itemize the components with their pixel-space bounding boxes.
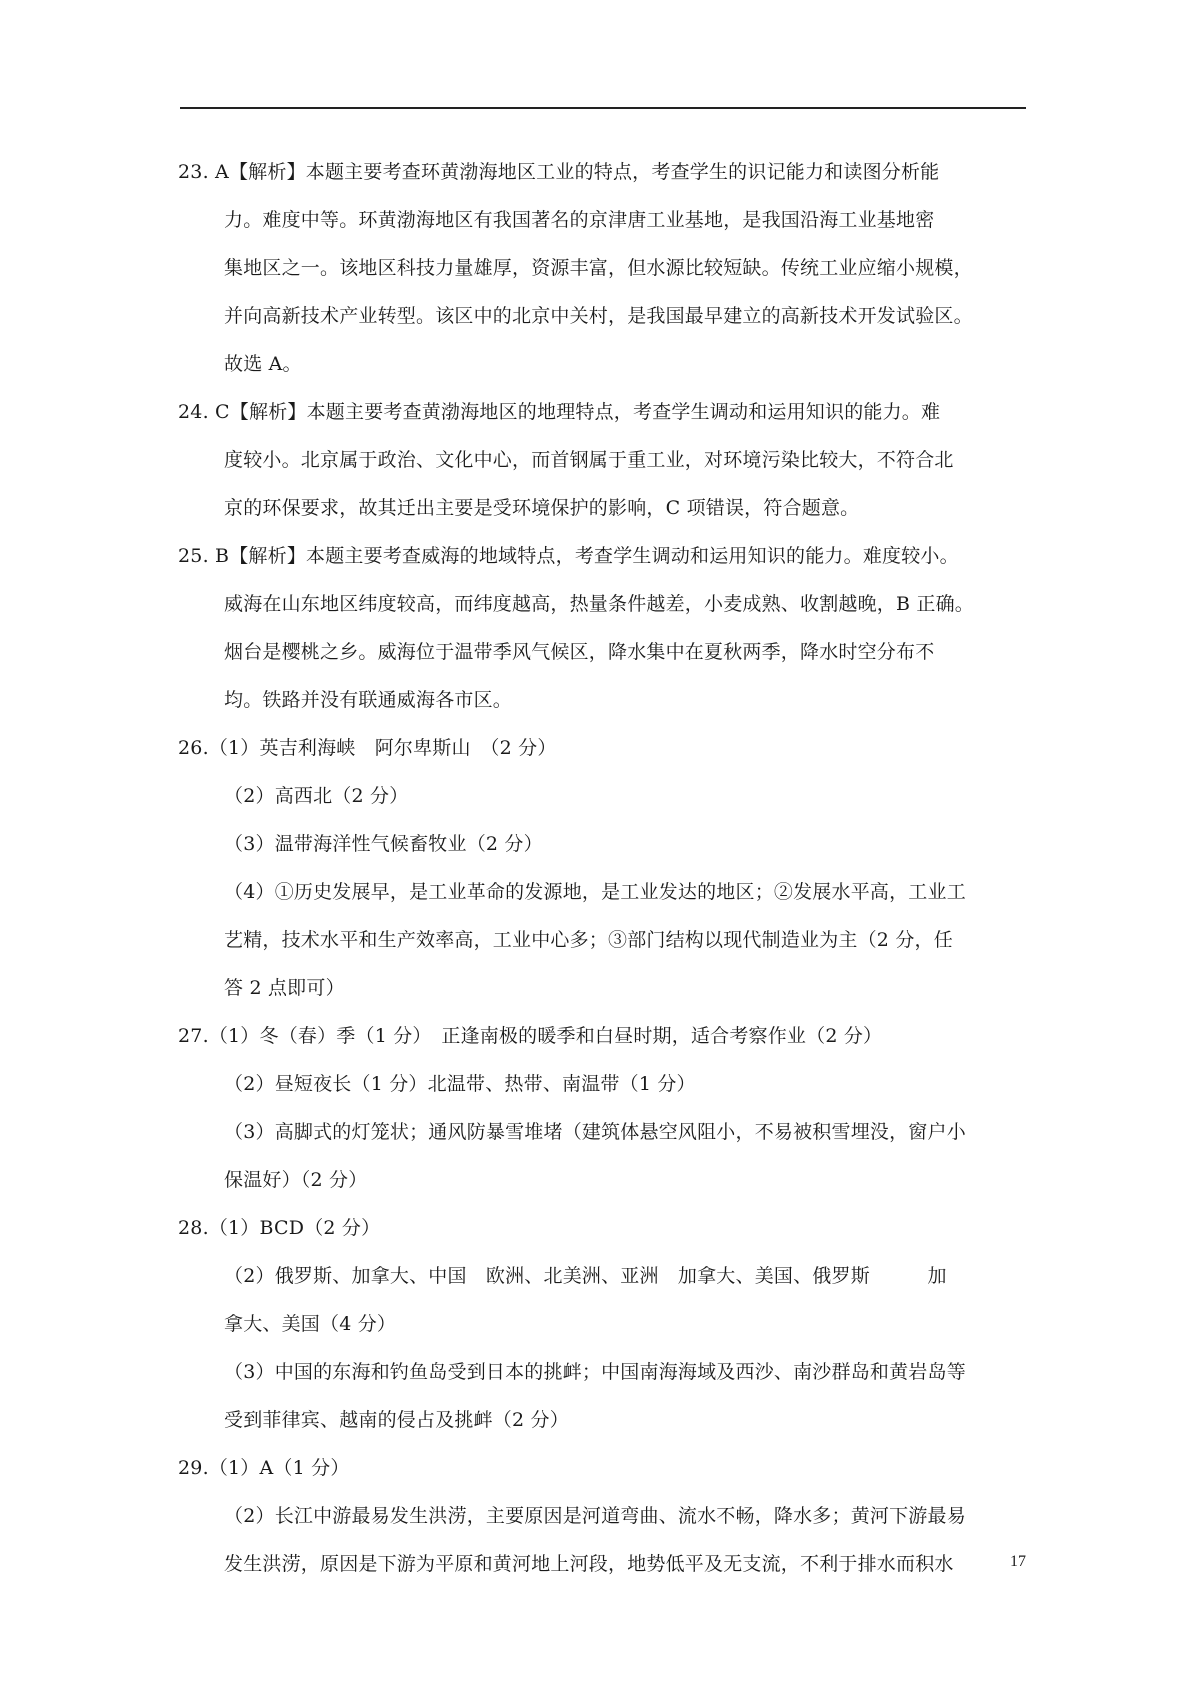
text-line: 集地区之一。该地区科技力量雄厚，资源丰富，但水源比较短缺。传统工业应缩小规模， [224, 257, 973, 279]
text-line: 京的环保要求，故其迁出主要是受环境保护的影响，C 项错误，符合题意。 [224, 497, 860, 519]
text-line: 28.（1）BCD（2 分） [178, 1217, 381, 1239]
text-line: 发生洪涝，原因是下游为平原和黄河地上河段，地势低平及无支流，不利于排水而积水 [224, 1553, 954, 1575]
text-line: （3）中国的东海和钓鱼岛受到日本的挑衅；中国南海海域及西沙、南沙群岛和黄岩岛等 [224, 1361, 966, 1383]
page-number: 17 [1010, 1553, 1026, 1570]
text-line: 故选 A。 [224, 353, 302, 375]
text-line: （2）高西北（2 分） [224, 785, 409, 807]
text-line: 力。难度中等。环黄渤海地区有我国著名的京津唐工业基地，是我国沿海工业基地密 [224, 209, 935, 231]
text-line: 答 2 点即可） [224, 977, 345, 999]
text-line: 均。铁路并没有联通威海各市区。 [224, 689, 513, 711]
text-line: 烟台是樱桃之乡。威海位于温带季风气候区，降水集中在夏秋两季，降水时空分布不 [224, 641, 935, 663]
text-line: （2）俄罗斯、加拿大、中国 欧洲、北美洲、亚洲 加拿大、美国、俄罗斯 加 [224, 1265, 947, 1287]
text-line: 并向高新技术产业转型。该区中的北京中关村，是我国最早建立的高新技术开发试验区。 [224, 305, 973, 327]
text-line: （4）①历史发展早，是工业革命的发源地，是工业发达的地区；②发展水平高，工业工 [224, 881, 966, 903]
text-line: 保温好）（2 分） [224, 1169, 368, 1191]
text-line: 23. A【解析】本题主要考查环黄渤海地区工业的特点，考查学生的识记能力和读图分析能 [178, 161, 940, 183]
answer-text-body [178, 148, 1028, 1588]
text-line: （2）长江中游最易发生洪涝，主要原因是河道弯曲、流水不畅，降水多；黄河下游最易 [224, 1505, 966, 1527]
text-line: 25. B【解析】本题主要考查威海的地域特点，考查学生调动和运用知识的能力。难度较小。 [178, 545, 959, 567]
text-line: 拿大、美国（4 分） [224, 1313, 397, 1335]
text-line: 26.（1）英吉利海峡 阿尔卑斯山 （2 分） [178, 737, 557, 759]
text-line: （3）温带海洋性气候畜牧业（2 分） [224, 833, 543, 855]
text-line: 受到菲律宾、越南的侵占及挑衅（2 分） [224, 1409, 569, 1431]
text-line: 27.（1）冬（春）季（1 分） 正逢南极的暖季和白昼时期，适合考察作业（2 分） [178, 1025, 883, 1047]
text-line: 威海在山东地区纬度较高，而纬度越高，热量条件越差，小麦成熟、收割越晚，B 正确。 [224, 593, 975, 615]
text-line: （3）高脚式的灯笼状；通风防暴雪堆堵（建筑体悬空风阻小，不易被积雪埋没，窗户小 [224, 1121, 966, 1143]
text-line: 24. C【解析】本题主要考查黄渤海地区的地理特点，考查学生调动和运用知识的能力。难 [178, 401, 941, 423]
header-rule [180, 107, 1026, 109]
text-line: 艺精，技术水平和生产效率高，工业中心多；③部门结构以现代制造业为主（2 分，任 [224, 929, 953, 951]
text-line: 29.（1）A（1 分） [178, 1457, 350, 1479]
text-line: 度较小。北京属于政治、文化中心，而首钢属于重工业，对环境污染比较大，不符合北 [224, 449, 954, 471]
text-line: （2）昼短夜长（1 分）北温带、热带、南温带（1 分） [224, 1073, 696, 1095]
